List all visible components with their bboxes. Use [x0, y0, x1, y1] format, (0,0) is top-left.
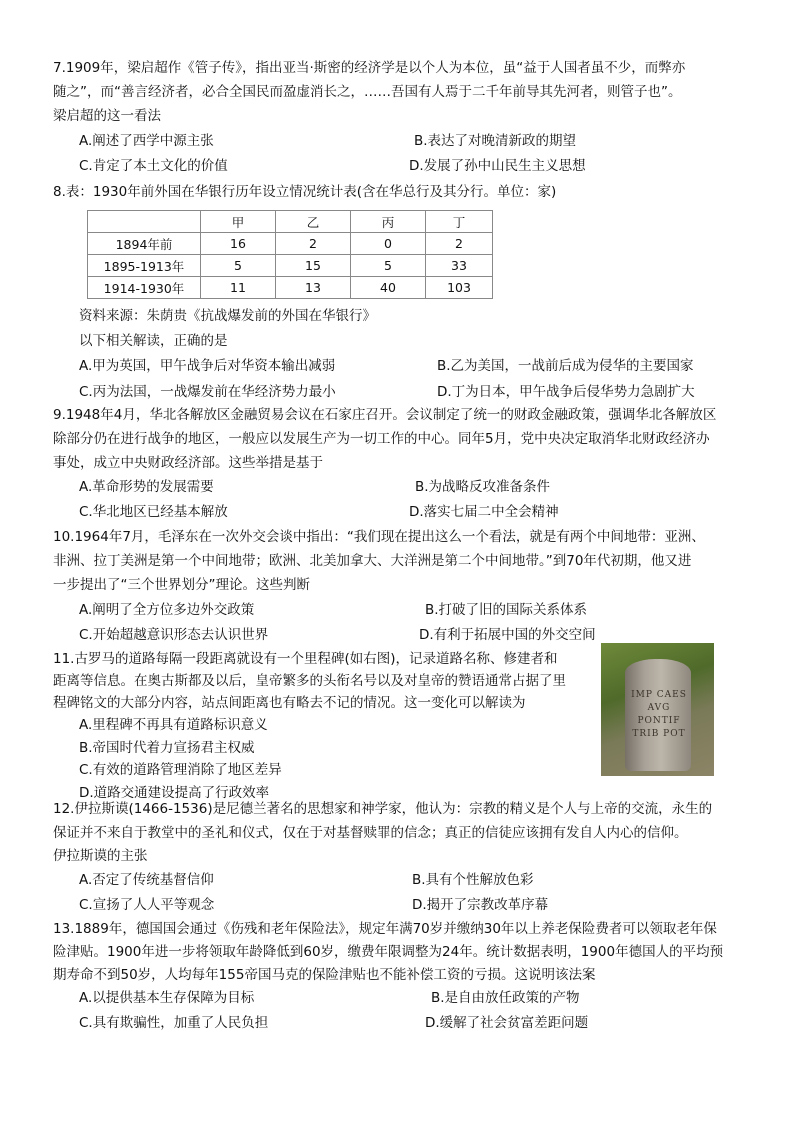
q11-stem-line2: 距离等信息。在奥古斯都及以后，皇帝繁多的头衔名号以及对皇帝的赞语通常占据了里	[53, 673, 566, 689]
table-cell: 103	[426, 277, 493, 299]
q13-stem-line2: 险津贴。1900年进一步将领取年龄降低到60岁，缴费年限调整为24年。统计数据表明，1900年德国人的平均预	[53, 944, 724, 960]
q8-option-d: D.丁为日本，甲午战争后侵华势力急剧扩大	[437, 384, 695, 400]
q9-option-d: D.落实七届二中全会精神	[409, 504, 559, 520]
table-cell: 2	[426, 233, 493, 255]
q11-option-b: B.帝国时代着力宣扬君主权威	[79, 740, 255, 756]
q13-option-a: A.以提供基本生存保障为目标	[79, 990, 255, 1006]
q10-stem-line1: 10.1964年7月，毛泽东在一次外交会谈中指出：“我们现在提出这么一个看法，就是有两个中间地带：亚洲、	[53, 529, 705, 545]
q13-stem-line1: 13.1889年，德国国会通过《伤残和老年保险法》，规定年满70岁并缴纳30年以上养老保险费者可以领取老年保	[53, 921, 717, 937]
q12-option-c: C.宣扬了人人平等观念	[79, 897, 215, 913]
foreign-bank-table	[87, 210, 493, 299]
table-cell: 1914-1930年	[88, 277, 201, 299]
table-header-cell: 丙	[351, 211, 426, 233]
q11-stem-line3: 程碑铭文的大部分内容，站点间距离也有略去不记的情况。这一变化可以解读为	[53, 695, 526, 711]
table-cell: 2	[276, 233, 351, 255]
q7-stem-line1: 7.1909年，梁启超作《管子传》，指出亚当·斯密的经济学是以个人为本位，虽“益于人国者虽不少，而弊亦	[53, 60, 686, 76]
q7-stem-line3: 梁启超的这一看法	[53, 108, 161, 124]
q9-option-c: C.华北地区已经基本解放	[79, 504, 228, 520]
q10-option-d: D.有利于拓展中国的外交空间	[419, 627, 596, 643]
q7-option-c: C.肯定了本土文化的价值	[79, 158, 228, 174]
table-header-cell: 丁	[426, 211, 493, 233]
q13-option-d: D.缓解了社会贫富差距问题	[425, 1015, 589, 1031]
q8-prompt: 以下相关解读，正确的是	[79, 333, 228, 349]
table-row	[88, 277, 493, 299]
q8-source: 资料来源：朱荫贵《抗战爆发前的外国在华银行》	[79, 308, 376, 324]
q13-option-b: B.是自由放任政策的产物	[431, 990, 580, 1006]
table-cell: 1894年前	[88, 233, 201, 255]
q9-stem-line3: 事处，成立中央财政经济部。这些举措是基于	[53, 455, 323, 471]
q12-stem-line1: 12.伊拉斯谟(1466-1536)是尼德兰著名的思想家和神学家，他认为：宗教的精义是个人与上帝的交流，永生的	[53, 801, 713, 817]
q11-stem-line1: 11.古罗马的道路每隔一段距离就设有一个里程碑(如右图)，记录道路名称、修建者和	[53, 651, 558, 667]
q8-stem-line1: 8.表：1930年前外国在华银行历年设立情况统计表(含在华总行及其分行。单位：家)	[53, 184, 557, 200]
q13-stem-line3: 期寿命不到50岁，人均每年155帝国马克的保险津贴也不能补偿工资的亏损。这说明该法案	[53, 967, 596, 983]
milestone-inscription: IMP CAES AVG PONTIF TRIB POT	[631, 690, 687, 739]
q12-option-b: B.具有个性解放色彩	[412, 872, 534, 888]
table-cell: 5	[201, 255, 276, 277]
table-row	[88, 233, 493, 255]
q10-option-c: C.开始超越意识形态去认识世界	[79, 627, 269, 643]
q11-option-a: A.里程碑不再具有道路标识意义	[79, 717, 268, 733]
table-header-row	[88, 211, 493, 233]
table-cell: 11	[201, 277, 276, 299]
q10-stem-line2: 非洲、拉丁美洲是第一个中间地带；欧洲、北美加拿大、大洋洲是第二个中间地带。”到70年代初期，他又进	[53, 553, 692, 569]
table-cell: 33	[426, 255, 493, 277]
table-cell: 0	[351, 233, 426, 255]
table-cell: 13	[276, 277, 351, 299]
q7-stem-line2: 随之”，而“善言经济者，必合全国民而盈虚消长之，……吾国有人焉于二千年前导其先河者，则管子也”。	[53, 84, 682, 100]
q9-option-a: A.革命形势的发展需要	[79, 479, 214, 495]
q8-option-a: A.甲为英国，甲午战争后对华资本输出减弱	[79, 358, 336, 374]
table-header-cell: 甲	[201, 211, 276, 233]
table-row	[88, 255, 493, 277]
q9-option-b: B.为战略反攻准备条件	[415, 479, 551, 495]
milestone-photo	[601, 643, 714, 776]
q11-option-c: C.有效的道路管理消除了地区差异	[79, 762, 282, 778]
q7-option-d: D.发展了孙中山民生主义思想	[409, 158, 586, 174]
q10-option-b: B.打破了旧的国际关系体系	[425, 602, 588, 618]
q10-option-a: A.阐明了全方位多边外交政策	[79, 602, 255, 618]
table-header-cell	[88, 211, 201, 233]
table-cell: 5	[351, 255, 426, 277]
q12-stem-line2: 保证并不来自于教堂中的圣礼和仪式，仅在于对基督赎罪的信念；真正的信徒应该拥有发自人内心的信仰。	[53, 825, 688, 841]
roman-milestone-image	[625, 659, 691, 771]
table-cell: 16	[201, 233, 276, 255]
q8-option-b: B.乙为美国，一战前后成为侵华的主要国家	[437, 358, 694, 374]
table-header-cell: 乙	[276, 211, 351, 233]
q12-stem-line3: 伊拉斯谟的主张	[53, 848, 148, 864]
q9-stem-line1: 9.1948年4月，华北各解放区金融贸易会议在石家庄召开。会议制定了统一的财政金融政策，强调华北各解放区	[53, 407, 717, 423]
q13-option-c: C.具有欺骗性，加重了人民负担	[79, 1015, 269, 1031]
table-cell: 40	[351, 277, 426, 299]
q11-option-d: D.道路交通建设提高了行政效率	[79, 785, 270, 801]
table-cell: 1895-1913年	[88, 255, 201, 277]
table-cell: 15	[276, 255, 351, 277]
q10-stem-line3: 一步提出了“三个世界划分”理论。这些判断	[53, 577, 310, 593]
q8-option-c: C.丙为法国，一战爆发前在华经济势力最小	[79, 384, 336, 400]
q12-option-a: A.否定了传统基督信仰	[79, 872, 214, 888]
q12-option-d: D.揭开了宗教改革序幕	[412, 897, 549, 913]
q9-stem-line2: 除部分仍在进行战争的地区，一般应以发展生产为一切工作的中心。同年5月，党中央决定取消华北财政经济办	[53, 431, 710, 447]
q7-option-a: A.阐述了西学中源主张	[79, 133, 214, 149]
q7-option-b: B.表达了对晚清新政的期望	[414, 133, 577, 149]
